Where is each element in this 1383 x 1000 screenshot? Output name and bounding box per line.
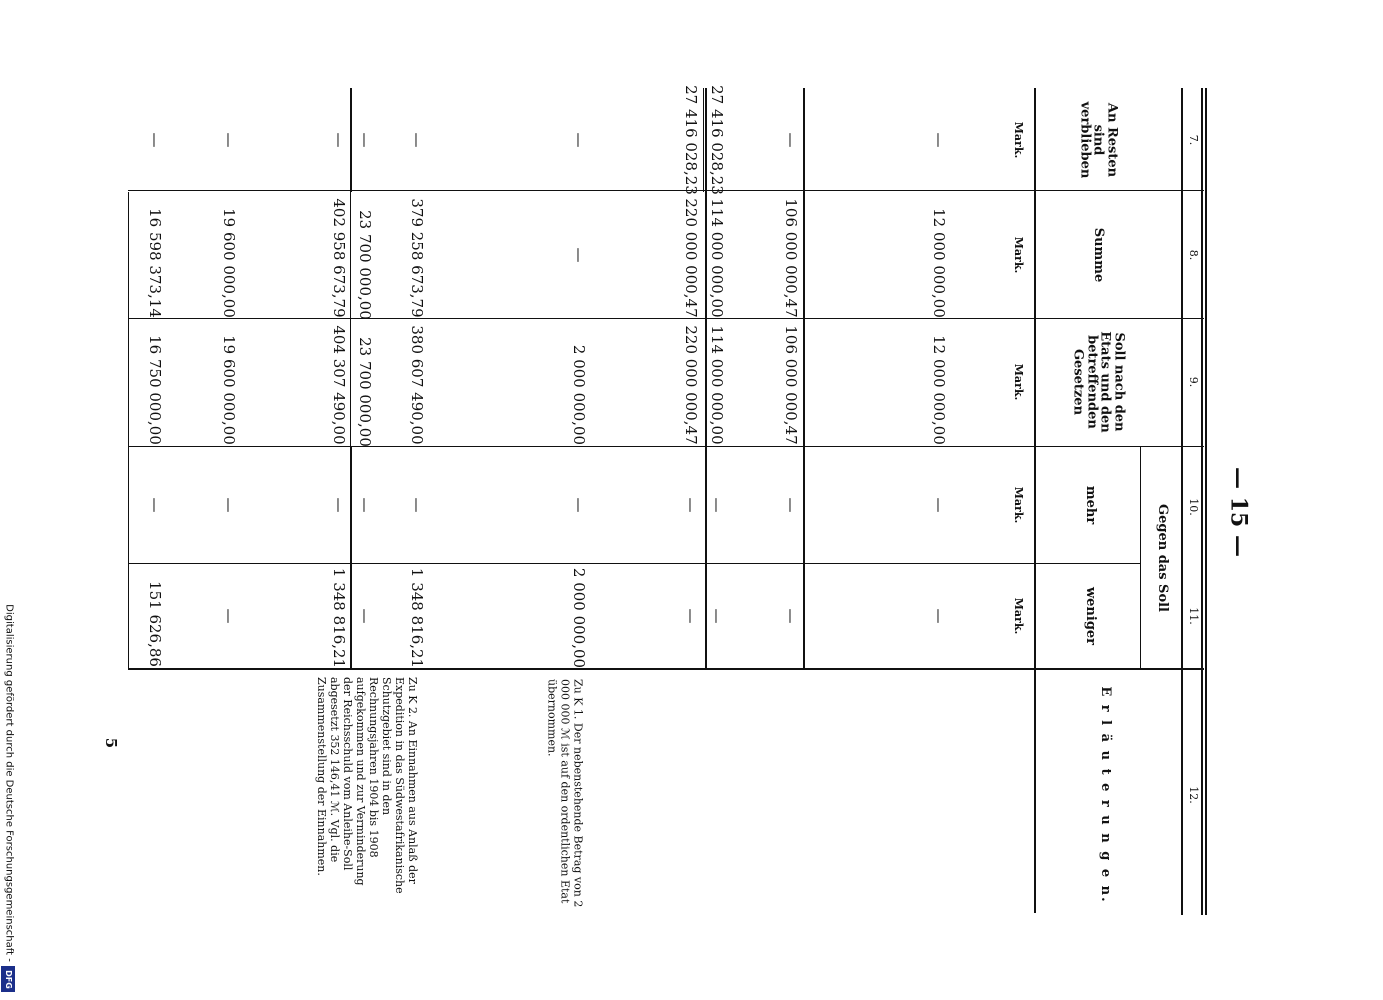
row-rule-1 <box>803 88 805 668</box>
col-number-7: 7. <box>1186 134 1200 146</box>
r3-c7-a: 27 416 028,23 <box>707 85 726 195</box>
col-sep-10-11 <box>128 563 1141 564</box>
top-rule-2 <box>1201 88 1203 915</box>
r6-c8: 19 600 000,00 <box>219 208 238 318</box>
r4-c10: — <box>569 497 588 513</box>
header-bottom-rule <box>1034 88 1036 913</box>
r5-c9-b: 23 700 000,00 <box>355 337 374 447</box>
r5-c9-a: 380 607 490,00 <box>407 325 426 445</box>
col-heading-11: weniger <box>1082 586 1098 646</box>
r5-c8-b: 23 700 000,00 <box>355 210 374 320</box>
r6-c10: — <box>219 497 238 513</box>
col-heading-7: An Resten sind verblieben <box>1077 101 1120 179</box>
r5-c11-c: 1 348 816,21 <box>329 567 348 669</box>
group-sep <box>1140 446 1182 447</box>
footer-credit: Digitalisierung gefördert durch die Deutsche Forschungsgemeinschaft - <box>3 604 15 962</box>
r7-c9: 16 750 000,00 <box>145 335 164 445</box>
r4-c8: — <box>569 247 588 263</box>
r4-c7: — <box>569 132 588 148</box>
r3-c9-b: 220 000 000,47 <box>681 325 700 445</box>
r2-c10: — <box>781 497 800 513</box>
r1-c11: — <box>929 608 948 624</box>
r1-c8: 12 000 000,00 <box>929 208 948 318</box>
col-sep-9-10 <box>128 446 1204 447</box>
col-heading-8: Summe <box>1090 227 1106 283</box>
r1-c10: — <box>929 497 948 513</box>
r5-c7-b: — <box>355 132 374 148</box>
col-heading-9: Soll nach den Etats und den betreffenden Gesetzen <box>1070 331 1127 433</box>
r5-c11-a: 1 348 816,21 <box>407 567 426 669</box>
subtotal-rule-r3 <box>703 88 704 192</box>
col-number-8: 8. <box>1186 249 1200 261</box>
r3-c10-a: — <box>707 497 726 513</box>
r7-c10: — <box>145 497 164 513</box>
r4-c9: 2 000 000,00 <box>569 344 588 446</box>
r6-c11: — <box>219 608 238 624</box>
r5-c10-a: — <box>407 497 426 513</box>
col-number-11: 11. <box>1186 607 1200 625</box>
signature-mark: 5 <box>101 737 120 749</box>
unit-9: Mark. <box>1011 363 1025 401</box>
r5-c10-c: — <box>329 497 348 513</box>
col-number-12: 12. <box>1186 786 1200 804</box>
r7-c7: — <box>145 132 164 148</box>
r5-c11-b: — <box>355 608 374 624</box>
r4-c11: 2 000 000,00 <box>569 567 588 669</box>
r5-note: Zu K 2. An Einnahmen aus Anlaß der Expedition in das Südwestafrikanische Schutzgebiet sind in den Rechnungsjahren 1904 bis 1908 aufgekommen und zur Verminderung der Reichsschuld vom Anleihe-Soll abgesetzt 352 146,41 ℳ. Vgl. die Zusammenstellung der Einnahmen. <box>315 677 419 894</box>
r6-c7: — <box>219 132 238 148</box>
r1-c9: 12 000 000,00 <box>929 335 948 445</box>
r3-c10-b: — <box>681 497 700 513</box>
r7-c11: 151 626,86 <box>145 581 164 667</box>
dfg-logo: DFG <box>1 966 15 992</box>
r3-c7-b: 27 416 028,23 <box>681 85 700 195</box>
col-number-10: 10. <box>1186 498 1200 516</box>
r5-c7-a: — <box>407 132 426 148</box>
r5-c8-c: 402 958 673,79 <box>329 198 348 318</box>
r5-c8-a: 379 258 673,79 <box>407 198 426 318</box>
row-rule-3b <box>350 446 352 668</box>
unit-7: Mark. <box>1011 121 1025 159</box>
r2-c7: — <box>781 132 800 148</box>
r2-c8: 106 000 000,47 <box>781 198 800 318</box>
r3-c11-b: — <box>681 608 700 624</box>
unit-11: Mark. <box>1011 597 1025 635</box>
r6-c9: 19 600 000,00 <box>219 335 238 445</box>
table-bottom-left-edge <box>128 192 129 670</box>
unit-8: Mark. <box>1011 236 1025 274</box>
col-sep-8-9 <box>128 318 1204 319</box>
r3-c8-a: 114 000 000,00 <box>707 198 726 318</box>
row-rule-3c <box>350 192 351 446</box>
r3-c8-b: 220 000 000,47 <box>681 198 700 318</box>
page-number: — 15 — <box>1225 467 1252 557</box>
r3-c9-a: 114 000 000,00 <box>707 325 726 445</box>
r5-c7-c: — <box>329 132 348 148</box>
col-number-9: 9. <box>1186 376 1200 388</box>
r4-note: Zu K 1. Der nebenstehende Betrag von 2 000 000 ℳ ist auf den ordentlichen Etat übernommen. <box>545 679 585 908</box>
col-sep-11-12 <box>128 668 1204 670</box>
row-rule-2 <box>705 88 707 668</box>
col-sep-7-8 <box>128 190 1204 191</box>
top-rule-3 <box>1205 88 1207 915</box>
r5-c10-b: — <box>355 497 374 513</box>
top-rule-1 <box>1181 88 1183 915</box>
group-heading: Gegen das Soll <box>1154 503 1170 613</box>
col-heading-12: E r l ä u t e r u n g e n. <box>1097 686 1113 904</box>
row-rule-3a <box>350 88 352 192</box>
r5-c9-c: 404 307 490,00 <box>329 325 348 445</box>
col-heading-10: mehr <box>1082 485 1098 525</box>
r3-c11-a: — <box>707 608 726 624</box>
r1-c7: — <box>929 132 948 148</box>
r2-c9: 106 000 000,47 <box>781 325 800 445</box>
group-bottom-rule <box>1140 446 1141 668</box>
unit-10: Mark. <box>1011 486 1025 524</box>
r2-c11: — <box>781 608 800 624</box>
r7-c8: 16 598 373,14 <box>145 208 164 318</box>
